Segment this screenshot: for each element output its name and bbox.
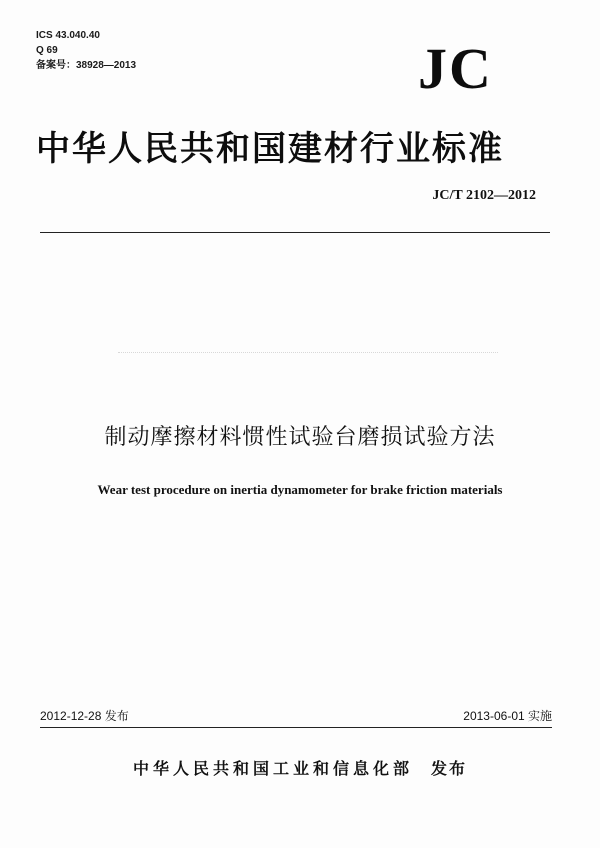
top-divider bbox=[40, 232, 550, 233]
classification-block bbox=[36, 28, 136, 73]
document-title-english: Wear test procedure on inertia dynamometer for brake friction materials bbox=[97, 482, 503, 497]
issuer-name: 中华人民共和国工业和信息化部 bbox=[132, 759, 413, 778]
ics-code: ICS 43.040.40 bbox=[36, 30, 100, 41]
bottom-divider bbox=[40, 727, 552, 728]
standard-code: JC/T 2102—2012 bbox=[432, 188, 536, 203]
issuing-authority bbox=[0, 756, 600, 779]
issuer-action: 发布 bbox=[431, 759, 468, 778]
standard-title: 中华人民共和国建材行业标准 bbox=[36, 129, 504, 169]
faint-scan-line bbox=[118, 352, 498, 354]
issue-date: 2012-12-28 发布 bbox=[40, 709, 129, 723]
effective-date: 2013-06-01 实施 bbox=[463, 709, 552, 723]
filing-number: 备案号：38928—2013 bbox=[36, 60, 137, 71]
jc-logo: JC bbox=[418, 36, 493, 101]
document-title-chinese: 制动摩擦材料惯性试验台磨损试验方法 bbox=[104, 425, 496, 450]
category-code: Q 69 bbox=[36, 45, 58, 56]
